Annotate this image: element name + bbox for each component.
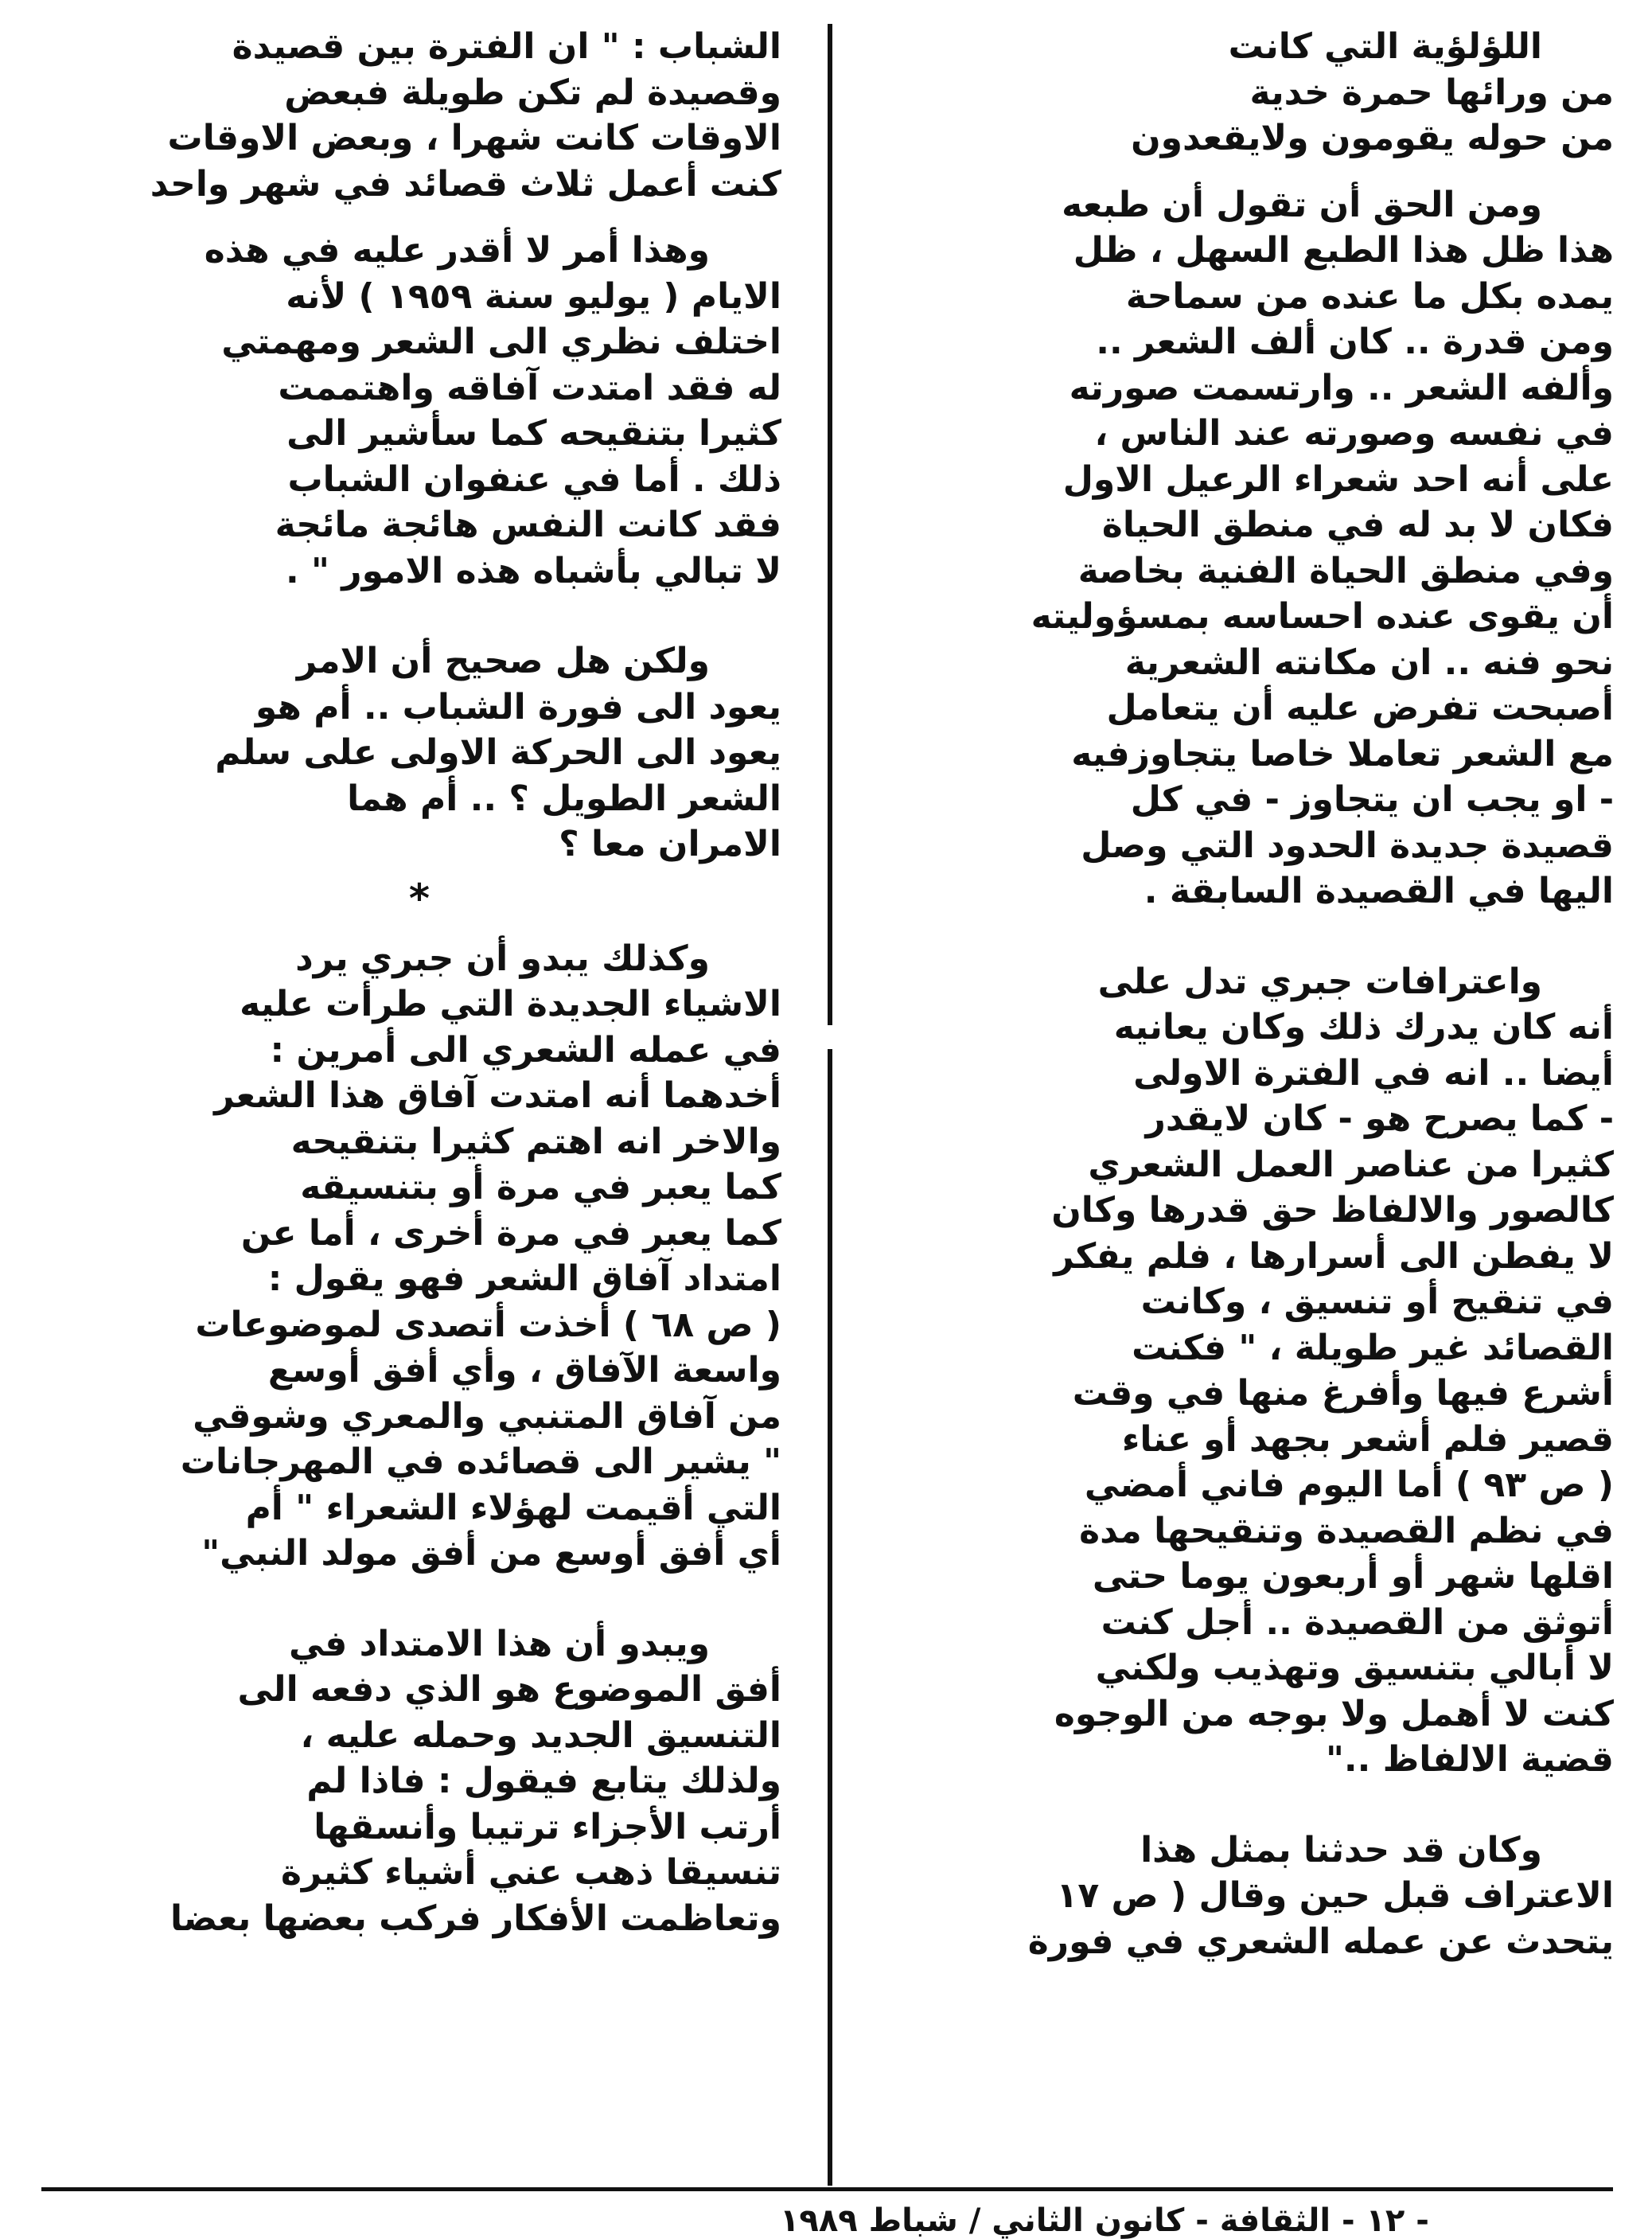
column-divider [828, 24, 832, 2186]
footer-rule [41, 2187, 1613, 2191]
paragraph: وكان قد حدثنا بمثل هذا الاعتراف قبل حين وقال ( ص ١٧ يتحدث عن عمله الشعري في فورة [1027, 1829, 1614, 1962]
right-column [874, 24, 1614, 1964]
paragraph: اللؤلؤية التي كانت من ورائها حمرة خدية من حوله يقومون ولايقعدون [1131, 26, 1614, 158]
paragraph: ومن الحق أن تقول أن طبعه هذا ظل هذا الطبع السهل ، ظل يمده بكل ما عنده من سماحة ومن قدرة .. كان ألف الشعر .. وألفه الشعر .. وارتسمت صورته في نفسه وصورته عند الناس ، على أنه احد شعراء الرعيل الاول فكان لا بد له في منطق الحياة وفي منطق الحياة الفنية بخاصة أن يقوى عنده احساسه بمسؤوليته نحو فنه .. ان مكانته الشعرية أصبحت تفرض عليه أن يتعامل مع الشعر تعاملا خاصا يتجاوزفيه - او يجب ان يتجاوز - في كل قصيدة جديدة الحدود التي وصل اليها في القصيدة السابقة . [1031, 184, 1614, 911]
left-column [41, 24, 781, 1941]
paragraph: واعترافات جبري تدل على أنه كان يدرك ذلك وكان يعانيه أيضا .. انه في الفترة الاولى - كما يصرح هو - كان لايقدر كثيرا من عناصر العمل الشعري كالصور والالفاظ حق قدرها وكان لا يفطن الى أسرارها ، فلم يفكر في تنقيح أو تنسيق ، وكانت القصائد غير طويلة ، " فكنت أشرع فيها وأفرغ منها في وقت قصير فلم أشعر بجهد أو عناء ( ص ٩٣ ) أما اليوم فاني أمضي في نظم القصيدة وتنقيحها مدة اقلها شهر أو أربعون يوما حتى أتوثق من القصيدة .. أجل كنت لا أبالي بتنسيق وتهذيب ولكني كنت لا أهمل ولا بوجه من الوجوه قضية الالفاظ .." [1051, 961, 1614, 1780]
page-footer: - ١٢ - الثقافة - كانون الثاني / شباط ١٩٨٩ [780, 2202, 1429, 2239]
paragraph: ويبدو أن هذا الامتداد في أفق الموضوع هو الذي دفعه الى التنسيق الجديد وحمله عليه ، ولذلك يتابع فيقول : فاذا لم أرتب الأجزاء ترتيبا وأنسقها تنسيقا ذهب عني أشياء كثيرة وتعاظمت الأفكار فركب بعضها بعضا [170, 1623, 781, 1939]
section-separator-star: * [408, 875, 431, 922]
paragraph: وهذا أمر لا أقدر عليه في هذه الايام ( يوليو سنة ١٩٥٩ ) لأنه اختلف نظري الى الشعر ومهمتي له فقد امتدت آفاقه واهتممت كثيرا بتنقيحه كما سأشير الى ذلك . أما في عنفوان الشباب فقد كانت النفس هائجة مائجة لا تبالي بأشباه هذه الامور " . [204, 230, 781, 591]
column-divider-gap [824, 1025, 836, 1049]
paragraph: ولكن هل صحيح أن الامر يعود الى فورة الشباب .. أم هو يعود الى الحركة الاولى على سلم الشعر الطويل ؟ .. أم هما الامران معا ؟ [215, 641, 781, 864]
paragraph: الشباب : " ان الفترة بين قصيدة وقصيدة لم تكن طويلة فبعض الاوقات كانت شهرا ، وبعض الاوقات كنت أعمل ثلاث قصائد في شهر واحد [150, 26, 781, 205]
paragraph: وكذلك يبدو أن جبري يرد الاشياء الجديدة التي طرأت عليه في عمله الشعري الى أمرين : أخدهما أنه امتدت آفاق هذا الشعر والاخر انه اهتم كثيرا بتنقيحه كما يعبر في مرة أو بتنسيقه كما يعبر في مرة أخرى ، أما عن امتداد آفاق الشعر فهو يقول : ( ص ٦٨ ) أخذت أتصدى لموضوعات واسعة الآفاق ، وأي أفق أوسع من آفاق المتنبي والمعري وشوقي " يشير الى قصائده في المهرجانات التي أقيمت لهؤلاء الشعراء " أم أي أفق أوسع من أفق مولد النبي" [180, 938, 781, 1574]
